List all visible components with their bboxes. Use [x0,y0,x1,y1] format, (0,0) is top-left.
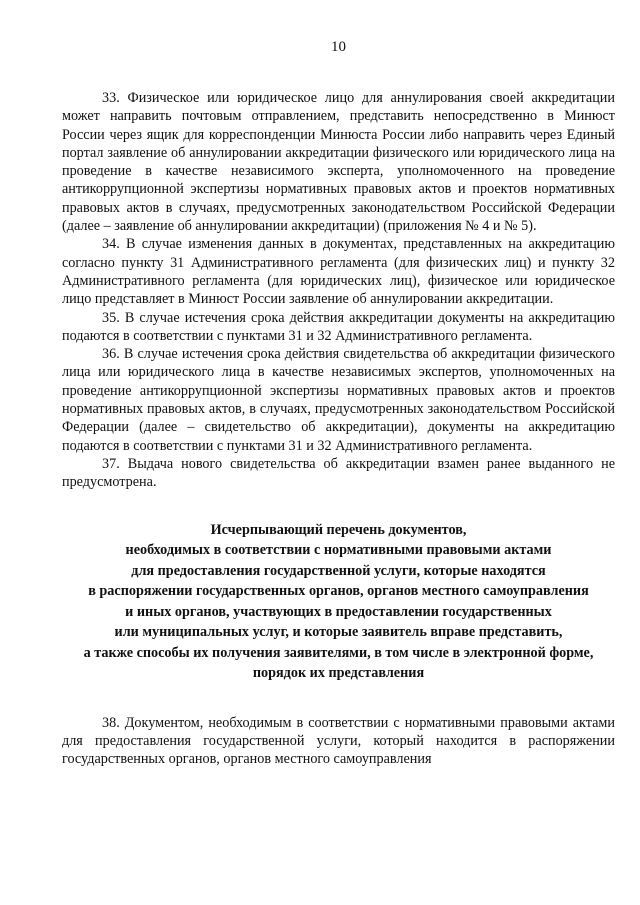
heading-line: а также способы их получения заявителями, в том числе в электронной форме, [83,644,594,661]
paragraph-37: 37. Выдача нового свидетельства об аккредитации взамен ранее выданного не предусмотрена. [62,455,615,491]
paragraph-38: 38. Документом, необходимым в соответствии с нормативными правовыми актами для предоставления государственной услуги, который находится в распоряжении государственных органов, органов местного самоуправления [62,714,615,768]
heading-line: или муниципальных услуг, и которые заявитель вправе представить, [114,624,563,641]
section-heading [62,520,615,684]
paragraph-35: 35. В случае истечения срока действия аккредитации документы на аккредитацию подаются в соответствии с пунктами 31 и 32 Административного регламента. [62,309,615,344]
heading-line: в распоряжении государственных органов, органов местного самоуправления [88,583,589,600]
paragraph-33: 33. Физическое или юридическое лицо для аннулирования своей аккредитации может направить почтовым отправлением, представить непосредственно в Минюст России через ящик для корреспонденции Минюста России либо направить через Единый портал заявление об аннулировании аккредитации физического или юридического лица на проведение в качестве независимого эксперта, уполномоченного на проведение антикоррупционной экспертизы нормативных правовых актов и проектов нормативных правовых актов в случаях, предусмотренных законодательством Российской Федерации (далее – заявление об аннулировании аккредитации) (приложения № 4 и № 5). [62,90,615,235]
heading-line: необходимых в соответствии с нормативными правовыми актами [125,542,552,559]
heading-line: порядок их представления [252,665,425,682]
heading-line: и иных органов, участвующих в предоставлении государственных [125,603,552,620]
page-number: 10 [331,39,346,55]
heading-line: для предоставления государственной услуги, которые находятся [131,562,546,579]
paragraph-34: 34. В случае изменения данных в документах, представленных на аккредитацию согласно пункту 31 Административного регламента (для физических лиц) и пункту 32 Административного регламента (для юридических лиц), физическое или юридическое лицо представляет в Минюст России заявление об аннулировании аккредитации. [62,236,615,308]
heading-line: Исчерпывающий перечень документов, [210,521,467,538]
paragraph-36: 36. В случае истечения срока действия свидетельства об аккредитации физического лица или юридического лица в качестве независимых экспертов, уполномоченных на проведение антикоррупционной экспертизы нормативных правовых актов и проектов нормативных правовых актов, в случаях, предусмотренных законодательством Российской Федерации (далее – свидетельство об аккредитации), документы на аккредитацию подаются в соответствии с пунктами 31 и 32 Административного регламента. [62,346,615,454]
